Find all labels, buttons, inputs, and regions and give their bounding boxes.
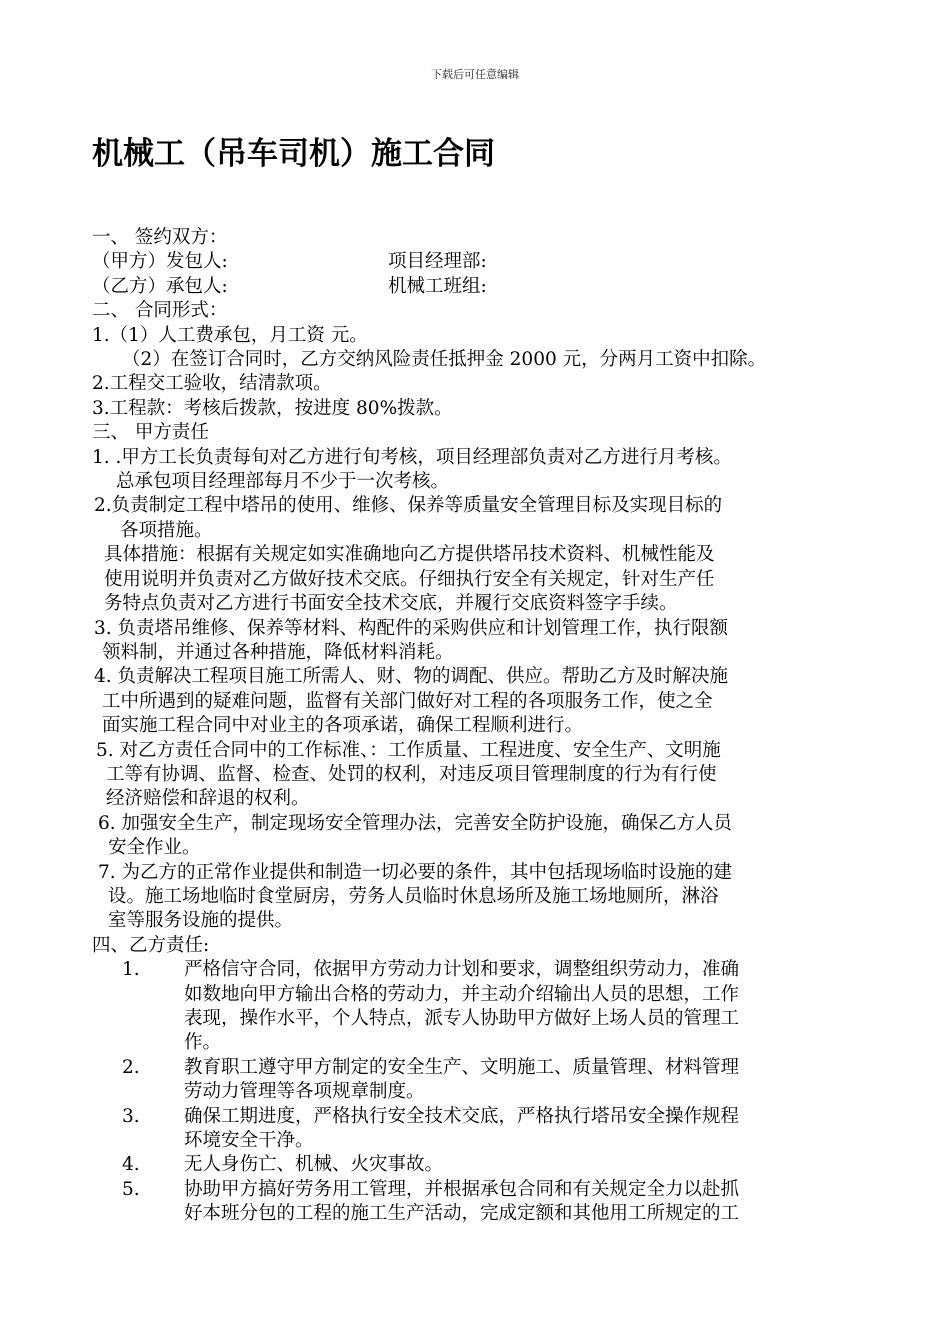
s3-clause-1b: 总承包项目经理部每月不少于一次考核。 (116, 471, 450, 493)
s4-item-line: 作。 (184, 1032, 222, 1054)
s3-clause-3b: 领料制，并通过各种措施，降低材料消耗。 (102, 641, 454, 663)
s4-item-text (184, 1178, 862, 1227)
s4-item-line: 表现，操作水平，个人特点，派专人协助甲方做好上场人员的管理工 (184, 1008, 740, 1029)
s4-item-text (184, 1056, 862, 1105)
s3-measure-2: 使用说明并负责对乙方做好技术交底。仔细执行安全有关规定，针对生产任 (104, 568, 715, 590)
s3-clause-5c: 经济赔偿和辞退的权利。 (106, 788, 310, 810)
s3-measure-3: 务特点负责对乙方进行书面安全技术交底，并履行交底资料签字手续。 (104, 593, 678, 615)
s3-clause-5a: 5. 对乙方责任合同中的工作标准、：工作质量、工程进度、安全生产、文明施 (96, 739, 721, 761)
s3-clause-7c: 室等服务设施的提供。 (108, 910, 294, 932)
s4-item-line: 教育职工遵守甲方制定的安全生产、文明施工、质量管理、材料管理 (184, 1056, 740, 1078)
party-a-row (92, 250, 862, 274)
s4-item-number: 3. (122, 1105, 140, 1127)
s4-item (92, 1056, 862, 1105)
s4-item-line: 好本班分包的工程的施工生产活动，完成定额和其他用工所规定的工 (184, 1203, 740, 1225)
s4-item-line: 环境安全干净。 (184, 1130, 314, 1152)
s4-item-line: 确保工期进度，严格执行安全技术交底，严格执行塔吊安全操作规程 (184, 1105, 740, 1127)
party-a-label: （甲方）发包人: (92, 251, 228, 273)
s4-item-line: 严格信守合同，依据甲方劳动力计划和要求，调整组织劳动力，准确 (184, 959, 740, 981)
s3-clause-6b: 安全作业。 (108, 837, 201, 859)
party-a-dept: 项目经理部: (388, 251, 487, 273)
s3-clause-7b: 设。施工场地临时食堂厨房，劳务人员临时休息场所及施工场地厕所，淋浴 (108, 885, 719, 907)
section-1-heading: 一、 签约双方： (92, 227, 228, 248)
s4-item-number: 2. (122, 1056, 140, 1078)
s2-clause-1b: （2）在签订合同时，乙方交纳风险责任抵押金 2000 元，分两月工资中扣除。 (122, 349, 767, 371)
s2-clause-3: 3.工程款：考核后拨款，按进度 80%拨款。 (92, 397, 453, 419)
party-b-label: （乙方）承包人: (92, 275, 228, 297)
s3-measure-1: 具体措施：根据有关规定如实准确地向乙方提供塔吊技术资料、机械性能及 (104, 544, 715, 566)
s4-item-line: 无人身伤亡、机械、火灾事故。 (184, 1154, 444, 1176)
section-3-heading: 三、 甲方责任 (92, 422, 209, 444)
s3-clause-6a: 6. 加强安全生产，制定现场安全管理办法，完善安全防护设施，确保乙方人员 (98, 812, 733, 834)
s2-clause-2: 2.工程交工验收，结清款项。 (92, 373, 332, 395)
s4-item-line: 协助甲方搞好劳务用工管理，并根据承包合同和有关规定全力以赴抓 (184, 1178, 740, 1200)
s3-clause-4a: 4. 负责解决工程项目施工所需人、财、物的调配、供应。帮助乙方及时解决施 (94, 666, 729, 688)
party-b-team: 机械工班组: (388, 275, 487, 297)
s4-item-number: 5. (122, 1178, 140, 1200)
contract-body (92, 226, 862, 1227)
s4-item-line: 劳动力管理等各项规章制度。 (184, 1081, 425, 1103)
section-2-heading: 二、 合同形式： (92, 300, 228, 322)
s4-item (92, 1105, 862, 1154)
document-title: 机械工（吊车司机）施工合同 (92, 136, 495, 172)
s3-clause-3a: 3. 负责塔吊维修、保养等材料、构配件的采购供应和计划管理工作，执行限额 (94, 617, 729, 639)
s3-clause-1a: 1. .甲方工长负责每旬对乙方进行旬考核，项目经理部负责对乙方进行月考核。 (92, 446, 732, 468)
header-note: 下载后可任意编辑 (431, 68, 519, 81)
s4-item-text (184, 1105, 862, 1154)
s2-clause-1: 1.（1）人工费承包，月工资 元。 (92, 324, 368, 346)
s4-item (92, 1178, 862, 1227)
s4-item-text (184, 1153, 862, 1177)
party-b-row (92, 275, 862, 299)
s4-item-line: 如数地向甲方输出合格的劳动力，并主动介绍输出人员的思想，工作 (184, 983, 740, 1005)
s4-item (92, 1153, 862, 1177)
section-4-heading: 四、乙方责任: (92, 934, 210, 956)
s3-clause-4b: 工中所遇到的疑难问题，监督有关部门做好对工程的各项服务工作，使之全 (102, 690, 713, 712)
s4-item-text (184, 958, 862, 1056)
s3-clause-2a: 2.负责制定工程中塔吊的使用、维修、保养等质量安全管理目标及实现目标的 (94, 495, 723, 517)
s3-clause-5b: 工等有协调、监督、检查、处罚的权利，对违反项目管理制度的行为有行使 (106, 763, 717, 785)
s3-clause-4c: 面实施工程合同中对业主的各项承诺，确保工程顺利进行。 (102, 715, 584, 737)
s3-clause-2b: 各项措施。 (120, 519, 213, 541)
s4-item-number: 4. (122, 1154, 140, 1176)
s4-item-number: 1. (122, 959, 140, 981)
s3-clause-7a: 7. 为乙方的正常作业提供和制造一切必要的条件，其中包括现场临时设施的建 (98, 861, 733, 883)
s4-item-list (92, 958, 862, 1226)
s4-item (92, 958, 862, 1056)
